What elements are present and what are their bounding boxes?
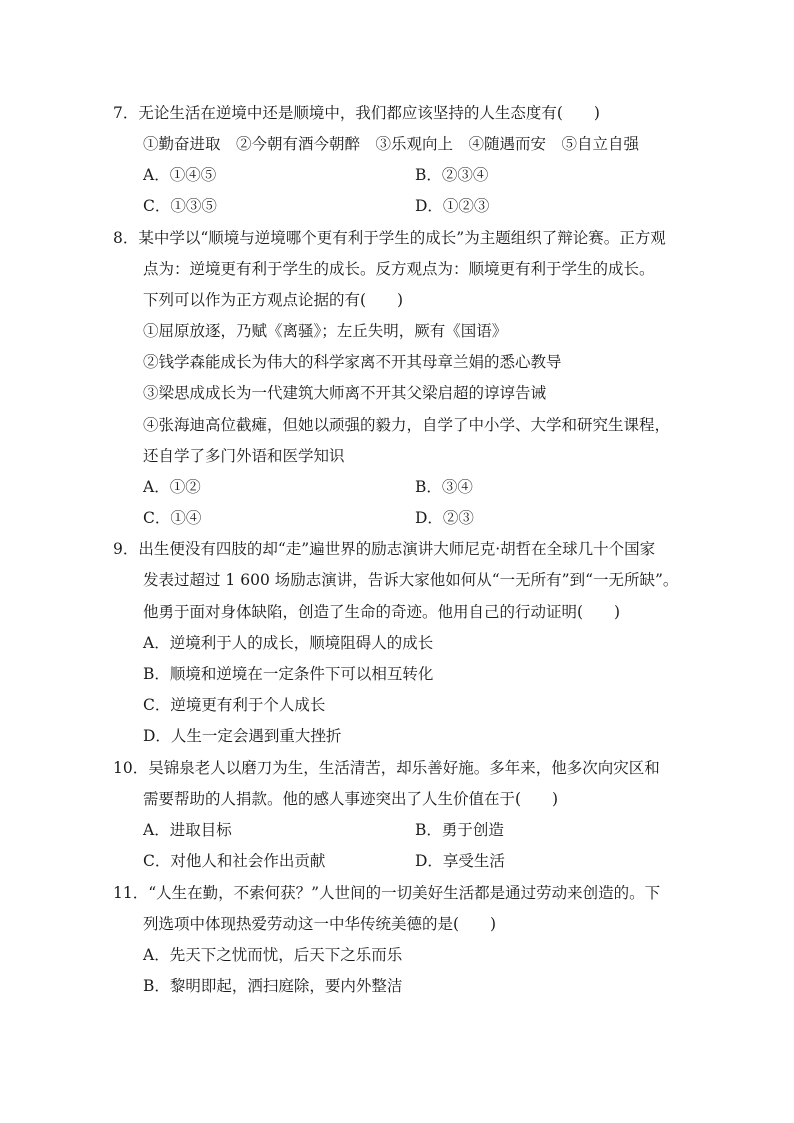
- question-stem: 他勇于面对身体缺陷，创造了生命的奇迹。他用自己的行动证明( ): [143, 603, 621, 621]
- question-stem: 11．“人生在勤，不索何获？”人世间的一切美好生活都是通过劳动来创造的。下: [113, 884, 661, 902]
- choice-item: ②钱学森能成长为伟大的科学家离不开其母章兰娟的悉心教导: [143, 353, 562, 371]
- question-stem: 10．吴锦泉老人以磨刀为生，生活清苦，却乐善好施。多年来，他多次向灾区和: [113, 759, 660, 777]
- option-d: D．②③: [415, 509, 474, 527]
- question-stem: 点为：逆境更有利于学生的成长。反方观点为：顺境更有利于学生的成长。: [143, 260, 655, 278]
- question-stem: 下列可以作为正方观点论据的有( ): [143, 291, 404, 309]
- option-d: D．①②③: [415, 197, 490, 215]
- choice-item: ④张海迪高位截瘫，但她以顽强的毅力，自学了中小学、大学和研究生课程，: [143, 416, 671, 434]
- option-b: B．黎明即起，洒扫庭除，要内外整洁: [143, 977, 403, 995]
- choice-item: 还自学了多门外语和医学知识: [143, 447, 345, 465]
- option-c: C．①④: [143, 509, 202, 527]
- choice-item: ①屈原放逐，乃赋《离骚》；左丘失明，厥有《国语》: [143, 322, 508, 340]
- question-stem: 8．某中学以“顺境与逆境哪个更有利于学生的成长”为主题组织了辩论赛。正方观: [113, 229, 666, 247]
- option-b: B．③④: [415, 478, 473, 496]
- option-a: A．进取目标: [143, 821, 232, 839]
- option-a: A．逆境利于人的成长，顺境阻碍人的成长: [143, 634, 434, 652]
- option-b: B．②③④: [415, 166, 489, 184]
- option-a: A．①②: [143, 478, 201, 496]
- option-b: B．顺境和逆境在一定条件下可以相互转化: [143, 665, 434, 683]
- question-stem: 列选项中体现热爱劳动这一中华传统美德的是( ): [143, 915, 497, 933]
- option-d: D．享受生活: [415, 852, 505, 870]
- option-c: C．①③⑤: [143, 197, 217, 215]
- option-d: D．人生一定会遇到重大挫折: [143, 727, 342, 745]
- option-a: A．①④⑤: [143, 166, 217, 184]
- option-a: A．先天下之忧而忧，后天下之乐而乐: [143, 946, 403, 964]
- question-stem: 7．无论生活在逆境中还是顺境中，我们都应该坚持的人生态度有( ): [113, 104, 600, 122]
- question-stem: 发表过超过 1 600 场励志演讲，告诉大家他如何从“一无所有”到“一无所缺”。: [143, 571, 679, 589]
- option-c: C．逆境更有利于个人成长: [143, 696, 326, 714]
- option-b: B．勇于创造: [415, 821, 504, 839]
- question-stem: 9．出生便没有四肢的却“走”遍世界的励志演讲大师尼克·胡哲在全球几十个国家: [113, 540, 656, 558]
- choice-items: ①勤奋进取 ②今朝有酒今朝醉 ③乐观向上 ④随遇而安 ⑤自立自强: [143, 135, 640, 153]
- question-stem: 需要帮助的人捐款。他的感人事迹突出了人生价值在于( ): [143, 790, 559, 808]
- option-c: C．对他人和社会作出贡献: [143, 852, 326, 870]
- choice-item: ③梁思成成长为一代建筑大师离不开其父梁启超的谆谆告诫: [143, 384, 547, 402]
